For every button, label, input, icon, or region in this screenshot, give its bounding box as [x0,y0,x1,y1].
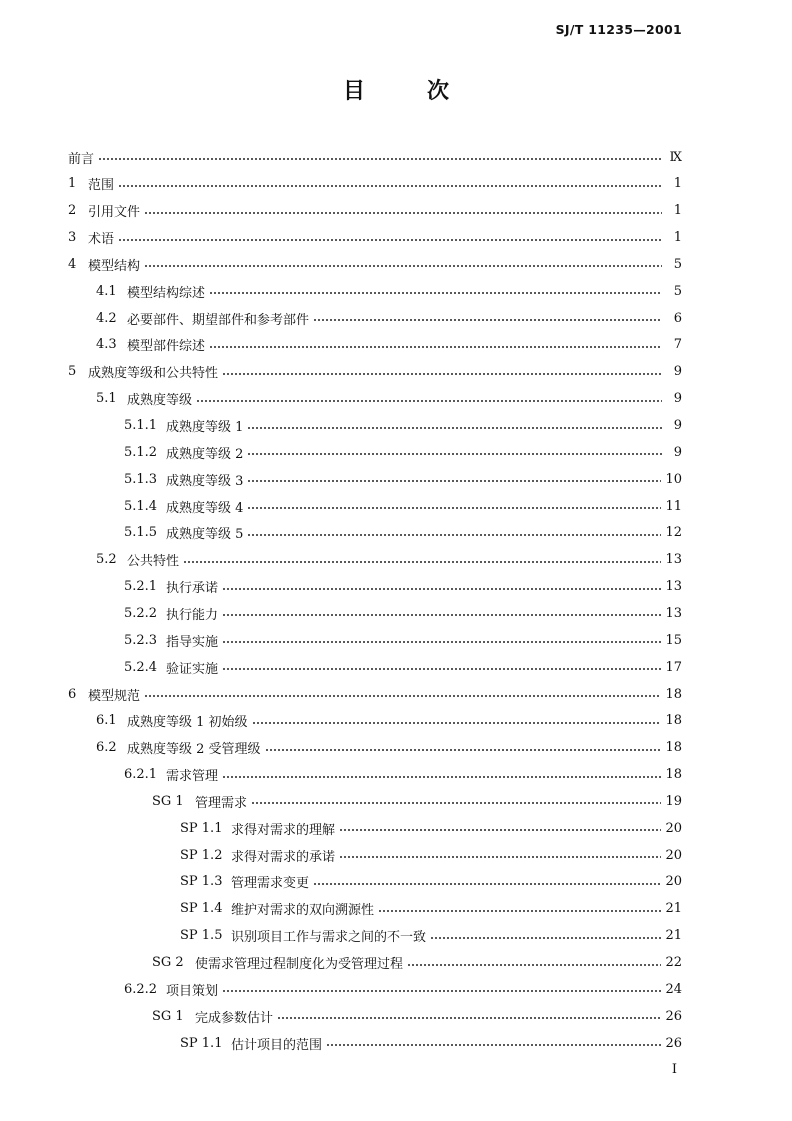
footer-page-number: I [671,1062,677,1077]
toc-entry-title: 指导实施 [166,634,219,650]
toc-entry-title: 使需求管理过程制度化为受管理过程 [195,957,404,972]
toc-entry-title: 模型结构 [88,258,141,274]
dot-leader [144,212,662,214]
toc-entry-page: 13 [665,605,682,621]
toc-entry-number: 6 [68,686,77,702]
toc-entry-page: 5 [673,256,682,272]
toc-entry-title: 范围 [88,178,115,194]
toc-entry-number: SG 1 [152,1008,184,1024]
toc-entry-number: 4 [68,256,77,272]
toc-entry-title: 执行承诺 [166,581,219,597]
toc-entry[interactable] [124,976,682,1002]
toc-entry-page: 26 [665,1035,682,1051]
toc-entry-page: 20 [665,847,682,863]
toc-entry-title: 前言 [68,151,95,167]
toc-entry[interactable] [68,251,682,277]
toc-entry[interactable] [68,144,682,170]
toc-entry-page: 9 [673,391,682,407]
toc-entry-page: 5 [673,283,682,299]
dot-leader [209,292,662,294]
toc-entry-page: 9 [673,418,682,433]
dot-leader [118,239,662,241]
standard-code: SJ/T 11235—2001 [555,22,682,37]
toc-entry-title: 求得对需求的承诺 [231,849,336,865]
toc-entry-title: 成熟度等级 3 [166,473,244,489]
toc-entry-title: 模型规范 [88,688,141,704]
toc-entry-number: 6.2.2 [124,981,158,997]
toc-entry[interactable] [124,762,682,788]
toc-entry[interactable] [96,305,682,331]
dot-leader [407,964,661,966]
toc-entry[interactable] [68,359,682,385]
title-char-1: 目 [342,79,365,104]
toc-entry-page: 20 [665,820,682,836]
toc-entry-page: 18 [665,767,682,783]
toc-entry[interactable] [124,627,682,653]
toc-entry-title: 项目策划 [166,983,219,999]
toc-entry[interactable] [152,950,682,976]
toc-entry[interactable] [96,332,682,358]
dot-leader [196,400,662,402]
toc-entry-page: 21 [665,901,682,917]
toc-entry[interactable] [180,1030,682,1056]
toc-entry-number: 5.2.4 [124,659,158,675]
toc-entry-number: 5.1.4 [124,498,158,514]
toc-entry[interactable] [180,869,682,895]
dot-leader [222,776,661,778]
dot-leader [339,829,661,831]
toc-entry-number: 6.2 [96,740,117,756]
toc-entry-number: 4.3 [96,337,117,353]
toc-entry-page: 15 [665,632,682,648]
toc-entry-number: 6.1 [96,713,117,729]
toc-entry-page: 13 [665,552,682,568]
toc-entry-page: 12 [665,525,682,541]
toc-entry-page: 6 [673,310,682,326]
toc-entry-title: 验证实施 [166,661,219,677]
toc-entry-title: 执行能力 [166,607,219,623]
toc-entry[interactable] [124,574,682,600]
toc-entry-number: 5.1.2 [124,444,158,460]
dot-leader [265,749,662,751]
dot-leader [222,990,661,992]
toc-entry-page: 24 [665,981,682,997]
toc-entry-number: 5 [68,364,77,380]
dot-leader [378,910,661,912]
toc-entry-title: 成熟度等级 4 [166,500,244,516]
toc-entry-title: 模型结构综述 [127,285,206,301]
toc-entry-title: 估计项目的范围 [231,1037,323,1053]
toc-entry-number: 5.2.3 [124,632,158,648]
toc-entry-title: 成熟度等级 2 受管理级 [127,742,261,758]
toc-entry-page: 11 [665,498,682,514]
toc-entry[interactable] [180,842,682,868]
dot-leader [277,1017,661,1019]
toc-entry-title: 模型部件综述 [127,339,206,355]
toc-entry[interactable] [124,654,682,680]
toc-entry-page: 7 [673,337,682,353]
toc-entry[interactable] [124,466,682,492]
toc-entry-title: 需求管理 [166,769,219,785]
dot-leader [222,588,661,590]
dot-leader [247,480,661,482]
toc-entry-title: 求得对需求的理解 [231,822,336,838]
toc-entry-page: 20 [665,874,682,890]
toc-entry-number: 5.1.3 [124,471,158,487]
toc-entry-page: 10 [665,471,682,487]
toc-entry-number: SP 1.1 [180,820,223,836]
dot-leader [247,534,661,536]
toc-entry-page: 18 [665,740,682,756]
toc-entry-number: 5.2.2 [124,605,158,621]
toc-entry-number: 5.2 [96,552,117,568]
toc-entry-number: SP 1.2 [180,847,223,863]
dot-leader [313,319,662,321]
toc-entry-number: SG 1 [152,793,184,809]
toc-entry-title: 完成参数估计 [195,1010,274,1026]
toc-entry[interactable] [96,735,682,761]
toc-entry-number: 5.1.1 [124,418,158,433]
title-char-2: 次 [427,79,450,104]
toc-entry-page: 1 [673,230,682,246]
toc-entry[interactable] [124,600,682,626]
toc-entry[interactable] [124,520,682,546]
toc-entry[interactable] [96,386,682,412]
toc-entry[interactable] [180,923,682,949]
toc-entry-title: 成熟度等级和公共特性 [88,366,219,382]
dot-leader [252,722,662,724]
toc-entry[interactable] [68,681,682,707]
toc-entry[interactable] [152,788,682,814]
toc-entry-page: 26 [665,1008,682,1024]
toc-entry-title: 管理需求 [195,795,248,811]
toc-entry[interactable] [68,225,682,251]
dot-leader [183,561,661,563]
toc-entry-number: SP 1.1 [180,1035,223,1051]
toc-entry[interactable] [68,171,682,197]
toc-entry-page: 18 [665,713,682,729]
dot-leader [222,668,661,670]
toc-entry[interactable] [152,1003,682,1029]
toc-entry[interactable] [180,896,682,922]
toc-entry[interactable] [124,413,682,439]
toc-entry-title: 成熟度等级 1 初始级 [127,715,248,731]
dot-leader [251,802,661,804]
toc-entry-page: Ⅸ [669,149,682,165]
toc-entry[interactable] [96,547,682,573]
toc-entry[interactable] [96,278,682,304]
dot-leader [222,373,662,375]
dot-leader [222,641,661,643]
page-title [0,74,792,105]
dot-leader [222,614,661,616]
toc-entry-title: 维护对需求的双向溯源性 [231,903,375,919]
toc-entry-number: 5.1 [96,391,117,407]
toc-entry-page: 1 [673,176,682,192]
toc-entry-number: SG 2 [152,955,184,970]
toc-entry-title: 成熟度等级 2 [166,446,244,462]
toc-entry-number: 4.1 [96,283,117,299]
toc-entry-number: SP 1.5 [180,928,223,944]
toc-entry-title: 管理需求变更 [231,876,310,892]
toc-entry-page: 22 [665,955,682,970]
dot-leader [98,158,662,160]
toc-entry-page: 9 [673,364,682,380]
dot-leader [430,937,661,939]
toc-entry-title: 必要部件、期望部件和参考部件 [127,312,310,328]
dot-leader [313,883,661,885]
toc-entry-number: 1 [68,176,77,192]
toc-entry[interactable] [124,439,682,465]
toc-entry-page: 21 [665,928,682,944]
toc-entry-page: 18 [665,686,682,702]
dot-leader [144,265,662,267]
dot-leader [247,427,662,429]
toc-entry-number: 5.1.5 [124,525,158,541]
toc-entry-page: 13 [665,579,682,595]
toc-entry[interactable] [96,708,682,734]
toc-entry-title: 引用文件 [88,205,141,221]
toc-entry-number: 5.2.1 [124,579,158,595]
toc-entry-number: 3 [68,230,77,246]
toc-entry-title: 成熟度等级 [127,393,193,409]
dot-leader [247,453,662,455]
dot-leader [326,1044,661,1046]
toc-entry[interactable] [68,198,682,224]
toc-entry-number: SP 1.4 [180,901,223,917]
dot-leader [339,856,661,858]
toc-entry-page: 17 [665,659,682,675]
toc-entry-title: 术语 [88,232,115,248]
dot-leader [118,185,662,187]
toc-entry-number: 2 [68,203,77,219]
toc-entry-title: 成熟度等级 1 [166,420,244,435]
toc-entry-title: 成熟度等级 5 [166,527,244,543]
toc-entry-number: SP 1.3 [180,874,223,890]
toc-entry-title: 识别项目工作与需求之间的不一致 [231,930,427,946]
toc-entry-title: 公共特性 [127,554,180,570]
toc-entry-page: 9 [673,444,682,460]
dot-leader [144,695,661,697]
toc-entry-number: 6.2.1 [124,767,158,783]
toc-entry-number: 4.2 [96,310,117,326]
dot-leader [209,346,662,348]
toc-entry[interactable] [124,493,682,519]
toc-entry-page: 19 [665,793,682,809]
toc-entry[interactable] [180,815,682,841]
dot-leader [247,507,661,509]
toc-entry-page: 1 [673,203,682,219]
